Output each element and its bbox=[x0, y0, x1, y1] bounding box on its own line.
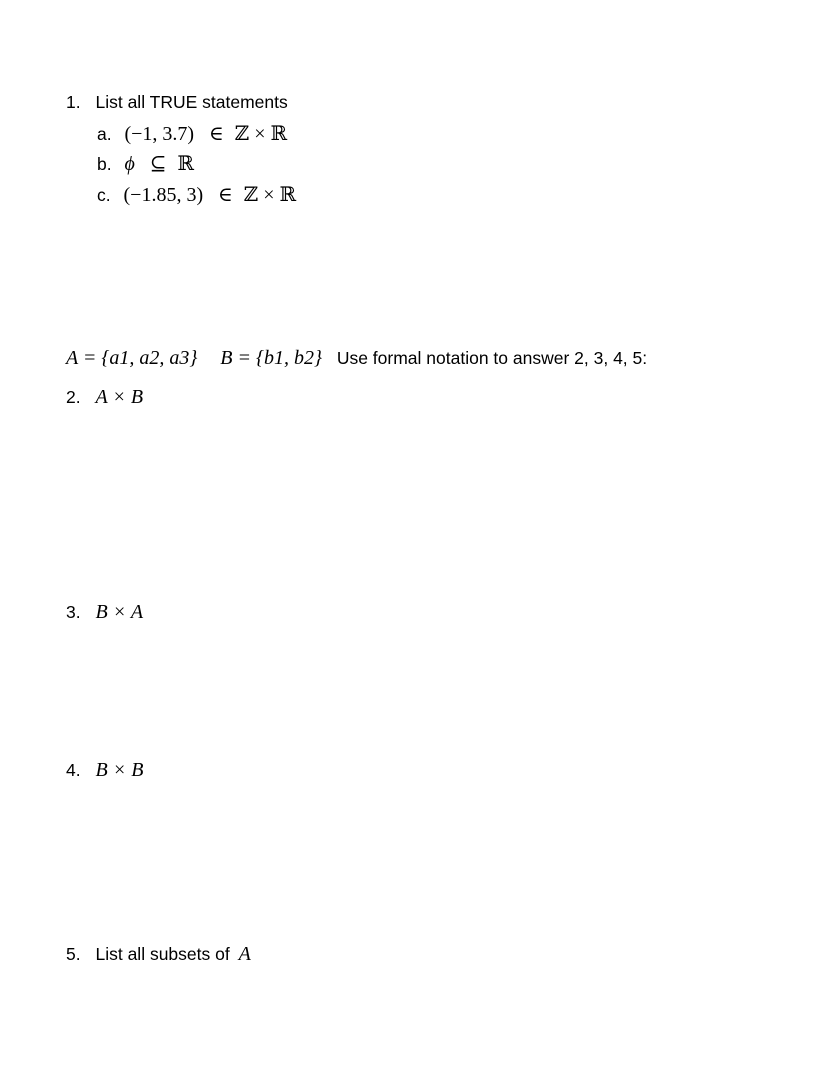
item-b-lhs: ϕ bbox=[124, 153, 135, 175]
set-a-definition: A = {a1, a2, a3} bbox=[66, 347, 198, 369]
item-c-label: c. bbox=[97, 185, 111, 205]
item-a-relation: ∈ bbox=[208, 123, 224, 145]
item-c-relation: ∈ bbox=[217, 184, 233, 206]
question-5-number: 5. bbox=[66, 944, 81, 964]
question-2 bbox=[66, 387, 143, 407]
question-3 bbox=[66, 602, 143, 622]
item-c-lhs: (−1.85, 3) bbox=[123, 184, 204, 206]
question-5-variable: A bbox=[238, 943, 251, 965]
instruction-text: Use formal notation to answer 2, 3, 4, 5: bbox=[336, 348, 648, 368]
item-a-rhs: ℤ × ℝ bbox=[234, 123, 288, 145]
question-4-number: 4. bbox=[66, 760, 81, 780]
question-1 bbox=[66, 94, 288, 112]
item-a-lhs: (−1, 3.7) bbox=[124, 123, 195, 145]
item-c-rhs: ℤ × ℝ bbox=[243, 184, 297, 206]
question-3-number: 3. bbox=[66, 602, 81, 622]
question-2-expression: A × B bbox=[95, 386, 144, 408]
question-1-prompt: List all TRUE statements bbox=[95, 92, 288, 112]
item-b-rhs: ℝ bbox=[177, 153, 194, 175]
question-4 bbox=[66, 760, 143, 780]
question-2-number: 2. bbox=[66, 387, 81, 407]
question-1-item-a bbox=[97, 124, 287, 144]
set-b-definition: B = {b1, b2} bbox=[220, 347, 322, 369]
item-b-label: b. bbox=[97, 154, 112, 174]
question-1-number: 1. bbox=[66, 92, 81, 112]
question-5-text: List all subsets of bbox=[95, 944, 230, 964]
question-5 bbox=[66, 944, 251, 964]
question-1-item-b bbox=[97, 154, 194, 174]
item-a-label: a. bbox=[97, 124, 112, 144]
question-1-item-c bbox=[97, 185, 296, 205]
question-4-expression: B × B bbox=[95, 759, 144, 781]
question-3-expression: B × A bbox=[95, 601, 144, 623]
set-definitions bbox=[66, 348, 647, 368]
item-b-relation: ⊆ bbox=[149, 153, 167, 175]
